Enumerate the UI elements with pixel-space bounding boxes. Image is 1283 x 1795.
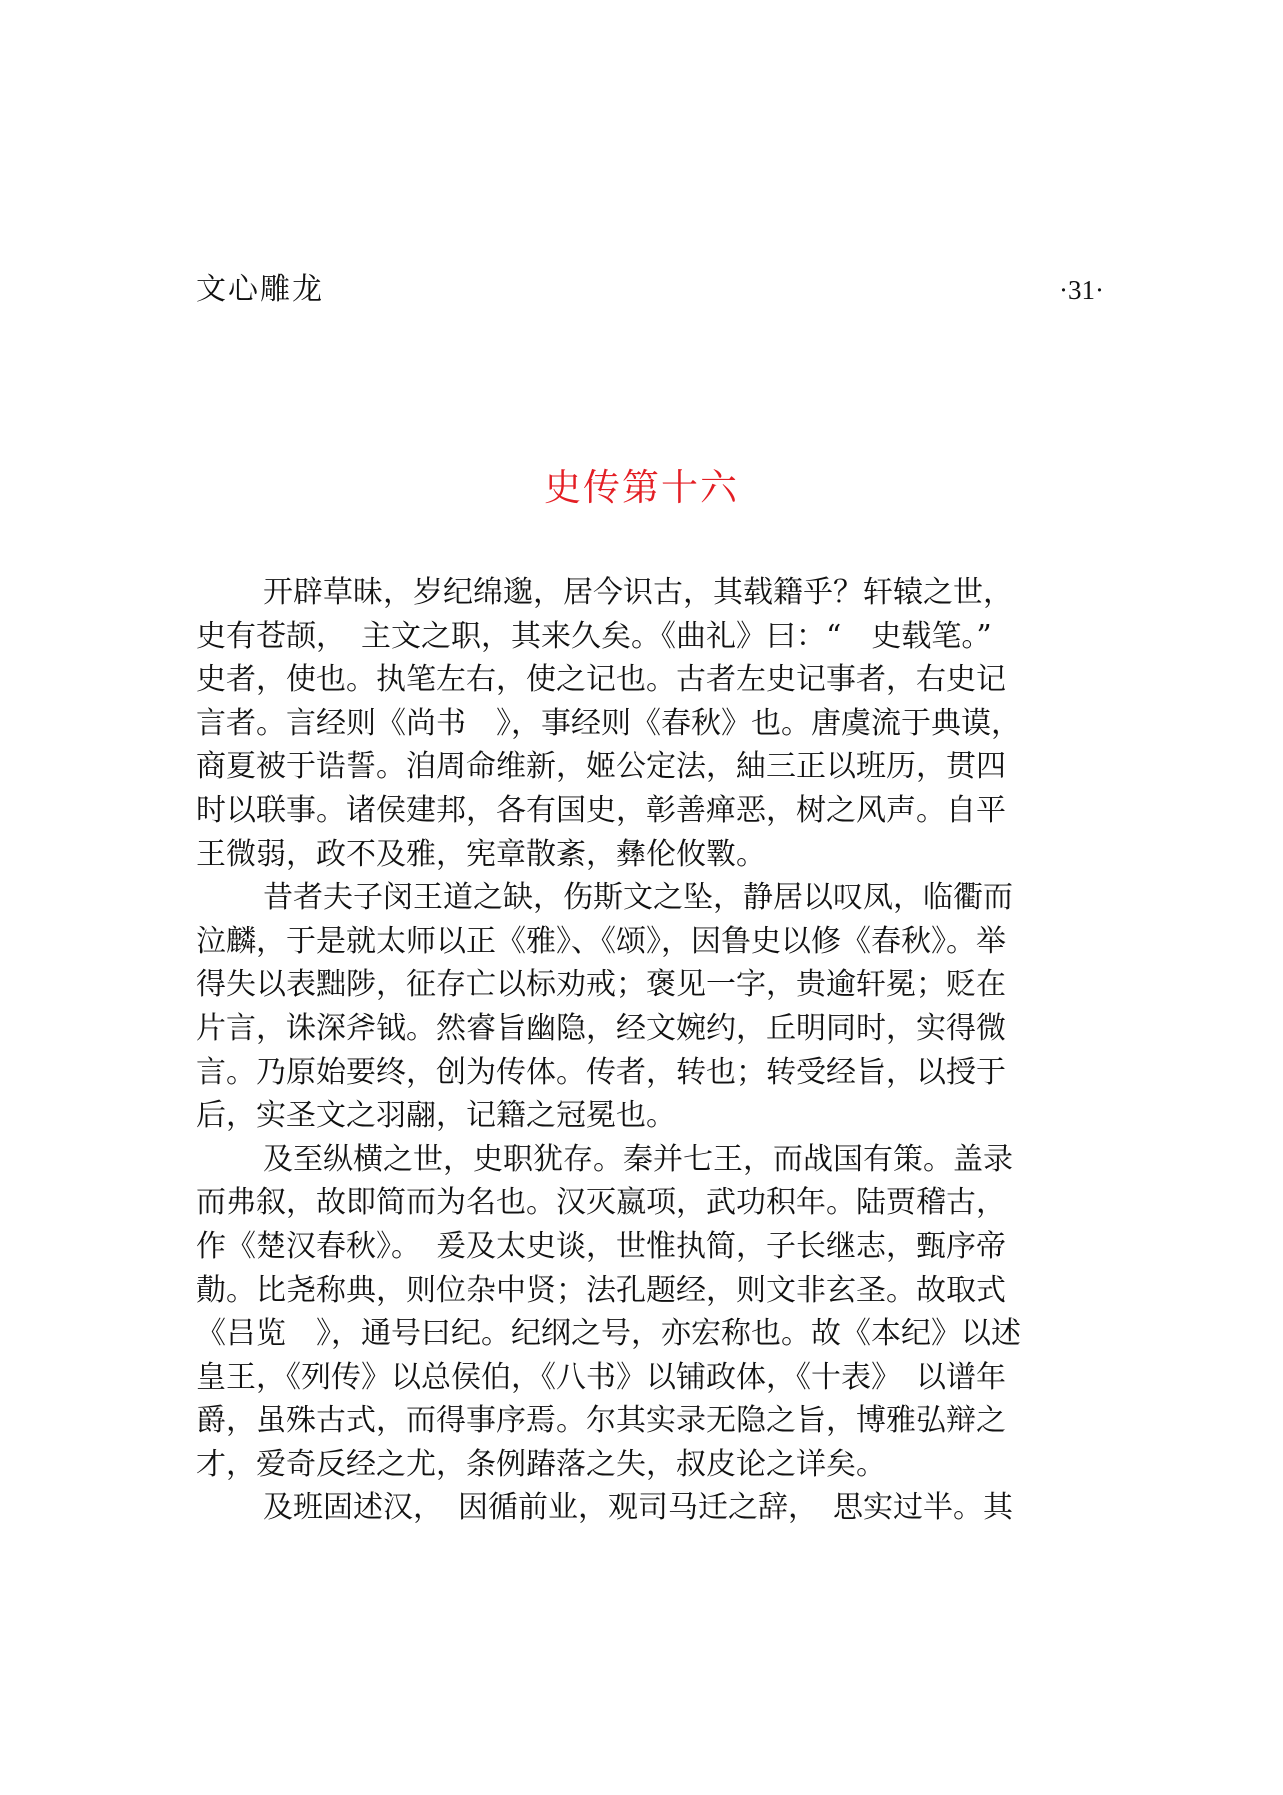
page-number: ·31· xyxy=(1059,275,1104,305)
book-title: 文心雕龙 xyxy=(196,272,324,307)
text-line: 及班固述汉， 因循前业，观司马迁之辞， 思实过半。其 xyxy=(263,1490,1013,1526)
text-line: 开辟草昧，岁纪绵邈，居今识古，其载籍乎？轩辕之世， xyxy=(263,575,1013,610)
text-line: 泣麟，于是就太师以正《雅》、《颂》，因鲁史以修《春秋》。举 xyxy=(196,923,1006,959)
text-line: 勣。比尧称典，则位杂中贤；法孔题经，则文非玄圣。故取式 xyxy=(196,1272,1006,1308)
body-text xyxy=(196,571,1104,1530)
text-line: 史者，使也。执笔左右，使之记也。古者左史记事者，右史记 xyxy=(196,662,1006,698)
chapter-title: 史传第十六 xyxy=(544,466,739,509)
text-line: 《吕览 》，通号曰纪。纪纲之号，亦宏称也。故《本纪》以述 xyxy=(196,1316,1021,1352)
text-line: 时以联事。诸侯建邦，各有国史，彰善瘅恶，树之风声。自平 xyxy=(196,792,1006,828)
text-line: 商夏被于诰誓。洎周命维新，姬公定法，紬三正以班历，贯四 xyxy=(196,749,1006,785)
text-line: 才，爱奇反经之尤，条例踳落之失，叔皮论之详矣。 xyxy=(196,1446,886,1482)
text-line: 昔者夫子闵王道之缺，伤斯文之坠，静居以叹凤，临衢而 xyxy=(263,880,1013,916)
text-line: 王微弱，政不及雅，宪章散紊，彝伦攸斁。 xyxy=(196,836,766,872)
text-line: 而弗叙，故即简而为名也。汉灭嬴项，武功积年。陆贾稽古， xyxy=(196,1185,1006,1221)
text-line: 片言，诛深斧钺。然睿旨幽隐，经文婉约，丘明同时，实得微 xyxy=(196,1010,1006,1046)
text-line: 及至纵横之世，史职犹存。秦并七王，而战国有策。盖录 xyxy=(263,1141,1013,1177)
text-line: 言。乃原始要终，创为传体。传者，转也；转受经旨，以授于 xyxy=(196,1054,1006,1090)
text-line: 得失以表黜陟，征存亡以标劝戒；褒见一字，贵逾轩冕；贬在 xyxy=(196,967,1006,1003)
text-line: 言者。言经则《尚书 》，事经则《春秋》也。唐虞流于典谟， xyxy=(196,705,1021,741)
text-line: 后，实圣文之羽翮，记籍之冠冕也。 xyxy=(196,1098,676,1134)
text-line: 爵，虽殊古式，而得事序焉。尔其实录无隐之旨，博雅弘辩之 xyxy=(196,1403,1006,1439)
text-line: 作《楚汉春秋》。 爰及太史谈，世惟执简，子长继志，甄序帝 xyxy=(196,1228,1006,1264)
running-head xyxy=(196,268,1104,312)
text-line: 史有苍颉， 主文之职，其来久矣。《曲礼》曰：“ 史载笔。” xyxy=(196,618,992,654)
text-line: 皇王，《列传》以总侯伯，《八书》以铺政体，《十表》 以谱年 xyxy=(196,1359,1006,1395)
